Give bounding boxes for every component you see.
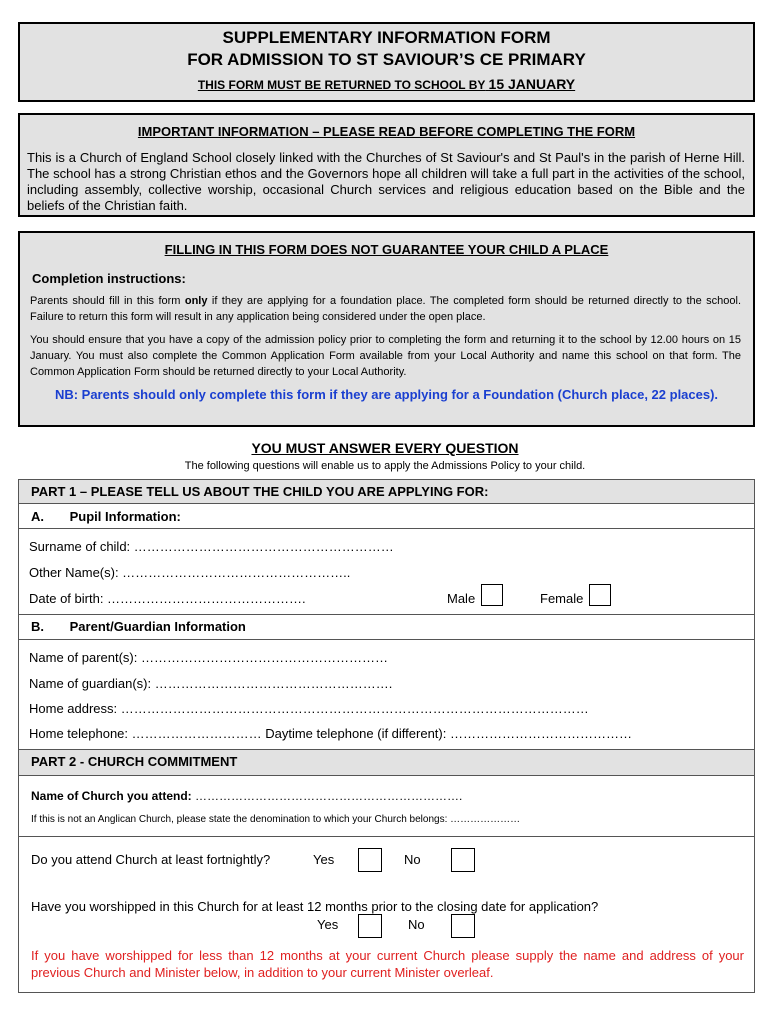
header-box (18, 22, 755, 102)
home-address-field[interactable]: Home address: ……………………………………………………………………………………………… (29, 701, 589, 716)
other-names-field[interactable]: Other Name(s): …………………………………………….. (29, 565, 351, 580)
q2-yes-checkbox[interactable] (358, 914, 382, 938)
q1-yes-checkbox[interactable] (358, 848, 382, 872)
q2-no-label: No (408, 917, 425, 932)
return-note: THIS FORM MUST BE RETURNED TO SCHOOL BY (197, 78, 486, 92)
part1-heading: PART 1 – PLEASE TELL US ABOUT THE CHILD YOU ARE APPLYING FOR: (19, 480, 754, 504)
return-date: 15 JANUARY (488, 76, 576, 92)
divider (19, 836, 754, 837)
section-b-label: B. Parent/Guardian Information (31, 619, 246, 634)
q2-no-checkbox[interactable] (451, 914, 475, 938)
denomination-field[interactable]: If this is not an Anglican Church, please state the denomination to which your Church belongs: ………………… (31, 814, 521, 825)
q-twelve-months: Have you worshipped in this Church for at least 12 months prior to the closing date for application? (31, 899, 599, 914)
instructions-label: Completion instructions: (32, 271, 186, 286)
important-text: This is a Church of England School closely linked with the Churches of St Saviour's and St Paul's in the parish of Herne Hill. The school has a strong Christian ethos and the Governors hope all children will take a full part in the activities of the school, including assembly, collective worship, occasional Church services and religious education based on the Bible and the beliefs of the Christian faith. (27, 150, 745, 213)
male-label: Male (447, 591, 476, 606)
section-a-label: A. Pupil Information: (31, 509, 181, 524)
q1-no-label: No (404, 852, 421, 867)
form-subtitle: FOR ADMISSION TO ST SAVIOUR’S CE PRIMARY (187, 50, 586, 69)
form-title: SUPPLEMENTARY INFORMATION FORM (222, 28, 551, 47)
return-deadline (20, 76, 753, 92)
divider (19, 639, 754, 640)
part2-heading: PART 2 - CHURCH COMMITMENT (19, 750, 754, 776)
important-heading: IMPORTANT INFORMATION – PLEASE READ BEFORE COMPLETING THE FORM (137, 124, 636, 139)
filling-box (18, 231, 755, 427)
previous-church-warning: If you have worshipped for less than 12 months at your current Church please supply the name and address of your previous Church and Minister below, in addition to your current Minister overleaf. (31, 948, 744, 980)
parent-name-field[interactable]: Name of parent(s): ………………………………………………… (29, 650, 388, 665)
dob-field[interactable]: Date of birth: ………………………………………. (29, 591, 306, 606)
church-name-field[interactable]: Name of Church you attend: …………………………………………………………. (31, 789, 463, 803)
instructions-para-2: You should ensure that you have a copy of the admission policy prior to completing the form and returning it to the school by 12.00 hours on 15 January. You must also complete the Common Application Form available from your Local Authority and name this school on that form. The Common Application Form should be returned directly to your Local Authority. (30, 334, 741, 378)
answer-subheading: The following questions will enable us to apply the Admissions Policy to your child. (184, 460, 586, 472)
instructions-para-1: Parents should fill in this form only if they are applying for a foundation place. The completed form should be returned directly to the school. Failure to return this form will result in any application being considered under the open place. (30, 295, 742, 323)
nb-note: NB: Parents should only complete this form if they are applying for a Foundation (Church place, 22 places). (54, 387, 719, 402)
female-checkbox[interactable] (589, 584, 611, 606)
q1-no-checkbox[interactable] (451, 848, 475, 872)
important-box (18, 113, 755, 217)
answer-heading: YOU MUST ANSWER EVERY QUESTION (251, 440, 519, 456)
form-box (18, 479, 755, 993)
q2-yes-label: Yes (317, 917, 339, 932)
filling-heading: FILLING IN THIS FORM DOES NOT GUARANTEE YOUR CHILD A PLACE (164, 242, 609, 257)
divider (19, 528, 754, 529)
guardian-name-field[interactable]: Name of guardian(s): ………………………………………………. (29, 676, 393, 691)
female-label: Female (540, 591, 584, 606)
q-fortnightly: Do you attend Church at least fortnightly? (31, 852, 271, 867)
divider (19, 614, 754, 615)
q1-yes-label: Yes (313, 852, 335, 867)
male-checkbox[interactable] (481, 584, 503, 606)
telephone-field[interactable]: Home telephone: ………………………… Daytime telephone (if different): …………………………………… (29, 726, 632, 741)
surname-field[interactable]: Surname of child: …………………………………………………… (29, 539, 394, 554)
